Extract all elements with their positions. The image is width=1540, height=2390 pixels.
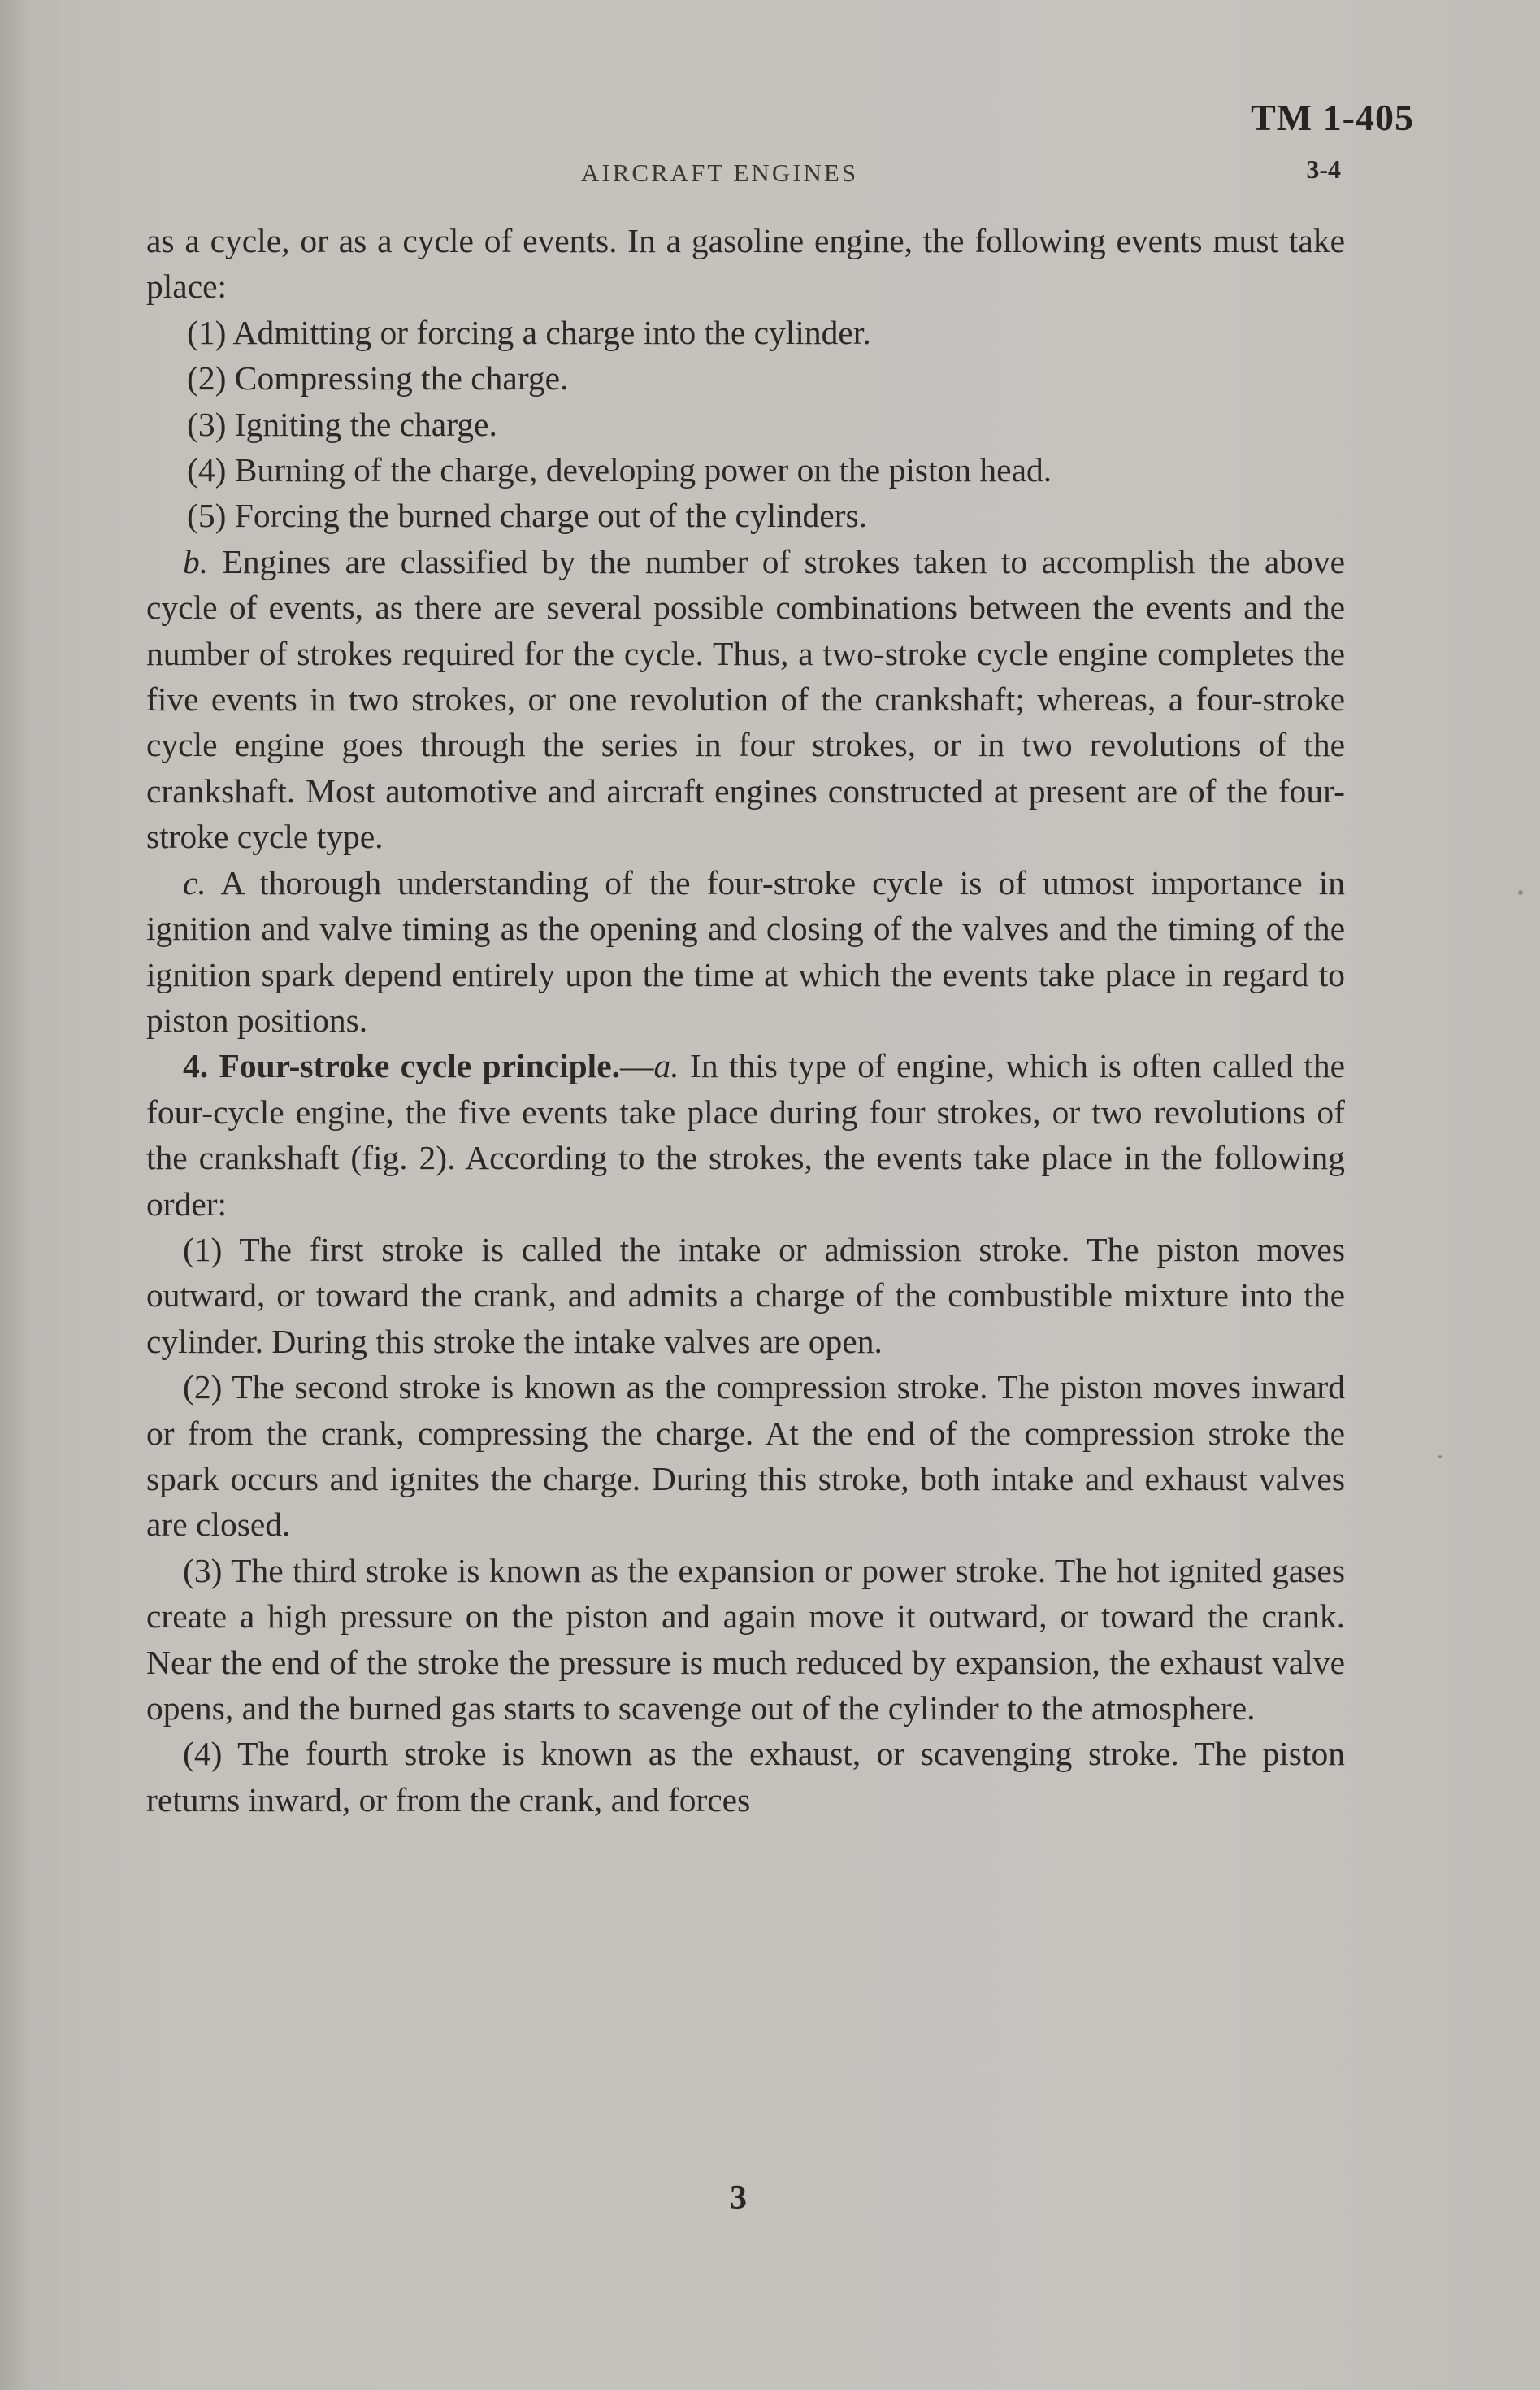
section-4-paragraph [146,1043,1345,1227]
stroke-paragraph-1: (1) The first stroke is called the intake or admission stroke. The piston moves outward, or toward the crank, and admits a charge of the combustible mixture into the cylinder. During this stroke the intake valves are open. [146,1230,1345,1360]
section-4-dash: — [620,1047,654,1085]
section-4-text: In this type of engine, which is often called the four-cycle engine, the five events take place during four strokes, or two revolutions of the crankshaft (fig. 2). According to the strokes, the events take place in the following order: [146,1047,1346,1223]
paper-speck [1518,890,1523,895]
event-item-4: (4) Burning of the charge, developing power on the piston head. [187,451,1052,489]
technical-manual-number: TM 1-405 [1251,97,1414,138]
event-item-2: (2) Compressing the charge. [187,359,569,398]
paragraph-b-label: b. [183,542,209,580]
section-4-label: a. [653,1047,679,1085]
stroke-paragraph-3: (3) The third stroke is known as the expansion or power stroke. The hot ignited gases create a high pressure on the piston and again move it outward, or toward the crank. Near the end of the stroke the pressure is much reduced by expansion, the exhaust valve opens, and the burned gas starts to scavenge out of the cylinder to the atmosphere. [146,1551,1345,1727]
section-4-heading: 4. Four-stroke cycle principle. [183,1047,621,1085]
stroke-paragraph-4: (4) The fourth stroke is known as the exhaust, or scavenging stroke. The piston returns inward, or from the crank, and forces [146,1735,1345,1819]
running-title: AIRCRAFT ENGINES [581,159,859,187]
stroke-paragraph-2: (2) The second stroke is known as the compression stroke. The piston moves inward or from the crank, compressing the charge. At the end of the compression stroke the spark occurs and ignites the charge. During this stroke, both intake and exhaust valves are closed. [146,1368,1345,1544]
event-item-5: (5) Forcing the burned charge out of the cylinders. [187,497,868,535]
paper-speck [1438,1455,1442,1458]
paragraph-c-text: A thorough understanding of the four-stroke cycle is of utmost importance in ignition and valve timing as the opening and closing of the valves and the timing of the ignition spark depend entirely upon the time at which the events take place in regard to piston positions. [146,863,1345,1039]
paragraph-c-label: c. [183,863,206,902]
paragraph-c [146,860,1345,1044]
page-number: 3 [730,2179,747,2217]
paragraph-b-text: Engines are classified by the number of strokes taken to accomplish the above cycle of events, as there are several possible combinations between the events and the number of strokes required for the cycle. Thus, a two-stroke cycle engine completes the five events in two strokes, or one revolution of the crankshaft; whereas, a four-stroke cycle engine goes through the series in four strokes, or in two revolutions of the crankshaft. Most automotive and aircraft engines constructed at present are of the four-stroke cycle type. [146,542,1346,856]
event-item-3: (3) Igniting the charge. [187,405,497,443]
paragraph-b [146,539,1345,860]
intro-paragraph: as a cycle, or as a cycle of events. In a gasoline engine, the following events must take place: [146,222,1345,306]
section-range: 3-4 [1306,154,1341,184]
event-item-1: (1) Admitting or forcing a charge into the cylinder. [187,313,871,351]
body-text [146,218,1345,1823]
